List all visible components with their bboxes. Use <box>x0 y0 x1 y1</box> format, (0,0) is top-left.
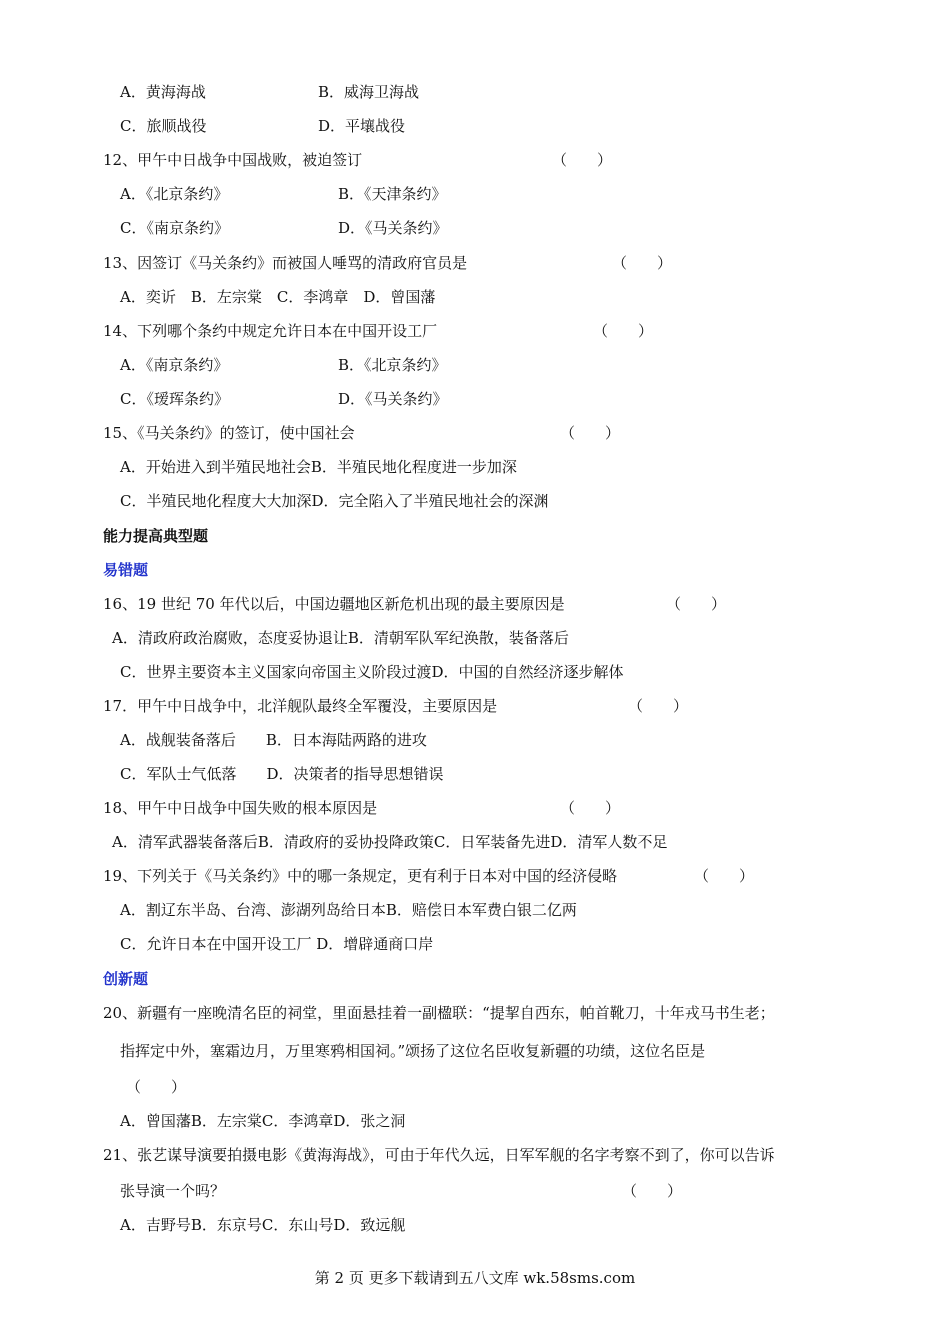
q20-options: A．曾国藩B．左宗棠C．李鸿章D．张之洞 <box>120 1112 406 1130</box>
q15-options-ab: A．开始进入到半殖民地社会B．半殖民地化程度进一步加深 <box>120 458 517 476</box>
section-heading: 能力提高典型题 <box>103 527 209 545</box>
q16-stem: 16、19 世纪 70 年代以后，中国边疆地区新危机出现的最主要原因是 <box>103 595 565 613</box>
q11-option-a: A．黄海海战 <box>120 83 206 101</box>
q12-option-c: C．《南京条约》 <box>120 219 229 237</box>
q15-answer-paren: （ ） <box>560 424 621 442</box>
q12-option-a: A．《北京条约》 <box>120 185 229 203</box>
q11-option-b: B．威海卫海战 <box>318 83 420 101</box>
q19-options-cd: C．允许日本在中国开设工厂 D．增辟通商口岸 <box>120 935 434 953</box>
q19-stem: 19、下列关于《马关条约》中的哪一条规定，更有利于日本对中国的经济侵略 <box>103 867 618 885</box>
q17-stem: 17．甲午中日战争中，北洋舰队最终全军覆没，主要原因是 <box>103 697 498 715</box>
q14-answer-paren: （ ） <box>593 322 654 340</box>
q18-stem: 18、甲午中日战争中国失败的根本原因是 <box>103 799 378 817</box>
q14-option-b: B．《北京条约》 <box>338 356 447 374</box>
q20-stem-line1: 20、新疆有一座晚清名臣的祠堂，里面悬挂着一副楹联：“提挈自西东，帕首靴刀，十年戎马书生老； <box>103 1004 775 1022</box>
q14-option-d: D．《马关条约》 <box>338 390 448 408</box>
q19-answer-paren: （ ） <box>694 867 755 885</box>
q14-option-a: A．《南京条约》 <box>120 356 229 374</box>
q13-stem: 13、因签订《马关条约》而被国人唾骂的清政府官员是 <box>103 254 468 272</box>
q15-options-cd: C．半殖民地化程度大大加深D．完全陷入了半殖民地社会的深渊 <box>120 492 549 510</box>
q20-answer-paren: （ ） <box>126 1078 187 1096</box>
q17-answer-paren: （ ） <box>628 697 689 715</box>
q18-options: A．清军武器装备落后B．清政府的妥协投降政策C．日军装备先进D．清军人数不足 <box>112 833 668 851</box>
q11-option-d: D．平壤战役 <box>318 117 406 135</box>
q21-stem-line1: 21、张艺谋导演要拍摄电影《黄海海战》，可由于年代久远，日军军舰的名字考察不到了，你可以告诉 <box>103 1146 775 1164</box>
q16-answer-paren: （ ） <box>666 595 727 613</box>
q21-answer-paren: （ ） <box>622 1182 683 1200</box>
q11-option-c: C．旅顺战役 <box>120 117 207 135</box>
q16-options-cd: C．世界主要资本主义国家向帝国主义阶段过渡D．中国的自然经济逐步解体 <box>120 663 624 681</box>
q21-options: A．吉野号B．东京号C．东山号D．致远舰 <box>120 1216 406 1234</box>
q17-options-cd: C．军队士气低落 D．决策者的指导思想错误 <box>120 765 444 783</box>
q20-stem-line2: 指挥定中外，塞霜边月，万里寒鸦相国祠。”颂扬了这位名臣收复新疆的功绩，这位名臣是 <box>120 1042 706 1060</box>
q12-stem: 12、甲午中日战争中国战败，被迫签订 <box>103 151 363 169</box>
subsection-error-prone: 易错题 <box>103 561 149 579</box>
q12-option-d: D．《马关条约》 <box>338 219 448 237</box>
q13-answer-paren: （ ） <box>612 254 673 272</box>
q17-options-ab: A．战舰装备落后 B．日本海陆两路的进攻 <box>120 731 427 749</box>
page-footer: 第 2 页 更多下载请到五八文库 wk.58sms.com <box>314 1269 636 1287</box>
q14-option-c: C．《瑷珲条约》 <box>120 390 229 408</box>
q12-option-b: B．《天津条约》 <box>338 185 447 203</box>
q18-answer-paren: （ ） <box>560 799 621 817</box>
q16-options-ab: A．清政府政治腐败，态度妥协退让B．清朝军队军纪涣散，装备落后 <box>112 629 569 647</box>
subsection-innovation: 创新题 <box>103 970 149 988</box>
q19-options-ab: A．割辽东半岛、台湾、澎湖列岛给日本B．赔偿日本军费白银二亿两 <box>120 901 577 919</box>
q15-stem: 15、《马关条约》的签订，使中国社会 <box>103 424 355 442</box>
q21-stem-line2: 张导演一个吗？ <box>120 1182 226 1200</box>
q12-answer-paren: （ ） <box>552 151 613 169</box>
q14-stem: 14、下列哪个条约中规定允许日本在中国开设工厂 <box>103 322 438 340</box>
q13-options: A．奕䜣 B．左宗棠 C．李鸿章 D．曾国藩 <box>120 288 436 306</box>
